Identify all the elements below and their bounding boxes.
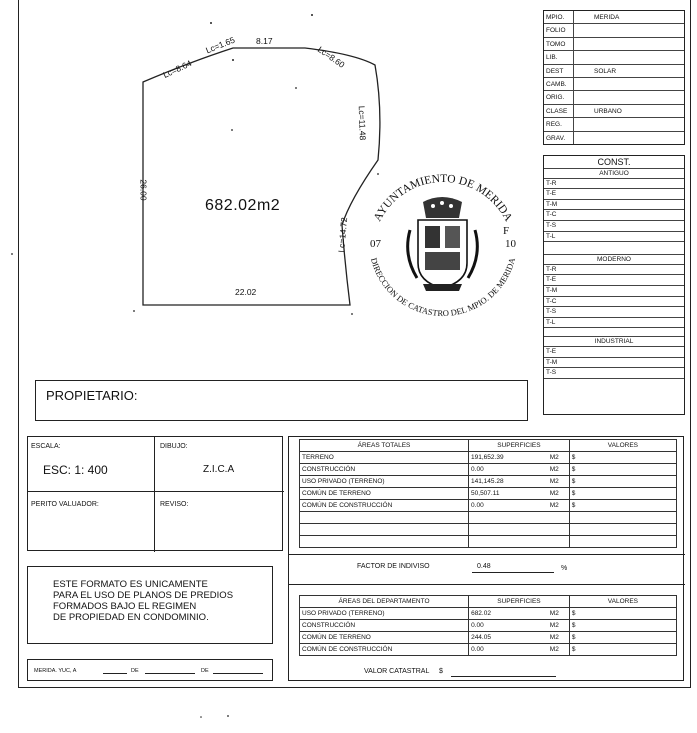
const-row [544,210,684,221]
area-surface [469,464,570,476]
table-header: SUPERFICIES [469,440,570,452]
area-value: $ [569,608,676,620]
area-surface [469,488,570,500]
dim-lc-860: Lc=8.60 [315,44,347,70]
date-box [27,659,273,681]
table-row [300,464,677,476]
const-row-label: T-E [546,190,557,198]
registry-row [544,91,684,104]
area-surface [469,644,570,656]
dim-2202: 22.02 [235,287,257,297]
const-section-name: MODERNO [597,256,631,264]
registry-box [543,10,685,145]
const-row-label: T-M [546,200,558,208]
registry-label: MPIO. [546,14,565,21]
const-title: CONST. [597,157,631,167]
surface-value: 191,652.39 [471,453,504,461]
dim-2600: 26.00 [138,179,149,201]
registry-row [544,118,684,131]
coat-of-arms-icon [408,197,478,291]
table-row [300,476,677,488]
date-de-2: DE [201,668,209,674]
const-row [544,275,684,286]
const-row-label: T-M [546,358,558,366]
surface-unit: M2 [549,633,559,641]
registry-row [544,51,684,64]
area-name: COMÚN DE TERRENO [300,632,469,644]
escala-label: ESCALA: [31,443,61,450]
const-row [544,318,684,329]
surface-value: 0.00 [471,645,484,653]
area-value: $ [569,464,676,476]
const-row [544,368,684,379]
surface-value: 682.02 [471,609,491,617]
dim-lc-864: Lc=8.64 [161,58,194,80]
areas-totales-table [299,439,677,548]
area-surface [469,632,570,644]
notice-box [27,566,273,644]
areas-box [288,436,684,681]
notice-line-2: PARA EL USO DE PLANOS DE PREDIOS [53,590,234,601]
area-name: CONSTRUCCIÓN [300,620,469,632]
dim-817: 8.17 [256,36,273,46]
const-box [543,155,685,415]
factor-value: 0.48 [477,563,491,570]
registry-value: URBANO [594,107,622,115]
area-value: $ [569,500,676,512]
reviso-label: REVISO: [160,501,189,508]
table-row [300,452,677,464]
dim-lc-1472: Lc=14.72 [336,217,350,253]
registry-row [544,24,684,37]
area-name: COMÚN DE CONSTRUCCIÓN [300,644,469,656]
registry-row [544,132,684,145]
const-row [544,221,684,232]
table-row-empty [300,536,677,548]
const-row-label: T-L [546,232,556,240]
const-row [544,265,684,276]
const-row-label: T-S [546,308,557,316]
registry-label: CLASE [546,107,568,115]
area-surface [469,500,570,512]
area-name: CONSTRUCCIÓN [300,464,469,476]
table-row [300,500,677,512]
const-row [544,189,684,200]
const-row-label: T-L [546,318,556,326]
const-row [544,347,684,358]
surface-unit: M2 [549,645,559,653]
const-row [544,297,684,308]
plot-boundary [143,48,380,305]
surface-value: 0.00 [471,501,484,509]
registry-label: GRAV. [546,134,566,142]
owner-label: PROPIETARIO: [46,388,138,403]
surface-unit: M2 [549,489,559,497]
escala-value: ESC: 1: 400 [43,463,108,477]
surface-value: 244.05 [471,633,491,641]
notice-line-3: FORMADOS BAJO EL REGIMEN [53,601,197,612]
const-row [544,286,684,297]
surface-unit: M2 [549,501,559,509]
area-name: USO PRIVADO (TERRENO) [300,476,469,488]
seal-right-num: 10 [505,238,516,250]
const-row-label: T-C [546,297,557,305]
registry-label: REG. [546,121,562,129]
areas-depto-table [299,595,677,656]
area-value: $ [569,452,676,464]
notice-line-4: DE PROPIEDAD EN CONDOMINIO. [53,612,209,623]
const-section-name: ANTIGUO [599,170,629,177]
seal-stamp [355,160,530,335]
table-header: VALORES [569,596,676,608]
perito-label: PERITO VALUADOR: [31,501,99,508]
const-row [544,179,684,190]
surface-unit: M2 [549,609,559,617]
registry-row [544,65,684,78]
table-header: ÁREAS TOTALES [300,440,469,452]
const-row-label: T-S [546,369,557,377]
surface-unit: M2 [549,465,559,473]
table-row [300,620,677,632]
registry-row [544,105,684,118]
info-box [27,436,283,551]
dibujo-label: DIBUJO: [160,443,188,450]
const-row [544,200,684,211]
table-row-empty [300,524,677,536]
seal-bottom-text: DIRECCION DE CATASTRO DEL MPIO. DE MERIDA [368,256,518,319]
surface-unit: M2 [549,477,559,485]
const-row-label: T-C [546,211,557,219]
registry-label: CAMB. [546,81,567,88]
table-header: ÁREAS DEL DEPARTAMENTO [300,596,469,608]
valor-catastral-currency: $ [439,668,443,675]
surface-unit: M2 [549,621,559,629]
area-name: COMÚN DE TERRENO [300,488,469,500]
surface-value: 0.00 [471,465,484,473]
const-row-label: T-R [546,265,557,273]
area-surface [469,452,570,464]
const-row-label: T-E [546,276,557,284]
factor-unit: % [561,565,568,572]
table-header: VALORES [569,440,676,452]
const-row-label: T-M [546,287,558,294]
table-row [300,644,677,656]
const-section-header [544,168,684,179]
surface-value: 50,507.11 [471,489,500,497]
const-section-name: INDUSTRIAL [594,338,634,346]
area-value: $ [569,644,676,656]
area-value: $ [569,620,676,632]
registry-row [544,38,684,51]
dim-lc-165: Lc=1.65 [204,34,237,56]
surface-unit: M2 [549,453,559,461]
table-row [300,488,677,500]
const-row-label: T-E [546,348,557,355]
plot-area-label: 682.02m2 [205,197,281,214]
area-value: $ [569,476,676,488]
const-row [544,307,684,318]
table-row [300,632,677,644]
const-section-header [544,254,684,265]
area-surface [469,608,570,620]
seal-right-letter: F [503,225,510,237]
registry-row [544,11,684,24]
area-value: $ [569,488,676,500]
registry-label: FOLIO [546,27,566,35]
registry-value: SOLAR [594,67,617,75]
seal-top-text: AYUNTAMIENTO DE MERIDA [371,172,515,224]
area-name: COMÚN DE CONSTRUCCIÓN [300,500,469,512]
valor-catastral-label: VALOR CATASTRAL [364,668,430,675]
const-row-label: T-S [546,222,557,229]
area-value: $ [569,632,676,644]
table-row-empty [300,512,677,524]
const-row-label: T-R [546,179,557,187]
const-row [544,358,684,369]
factor-label: FACTOR DE INDIVISO [357,563,430,570]
area-name: USO PRIVADO (TERRENO) [300,608,469,620]
surface-value: 0.00 [471,621,484,629]
area-name: TERRENO [300,452,469,464]
dibujo-value: Z.I.C.A [203,464,235,475]
owner-box [35,380,528,421]
const-row [544,232,684,243]
registry-label: DEST [546,67,564,75]
table-header: SUPERFICIES [469,596,570,608]
surface-value: 141,145.28 [471,477,504,485]
registry-row [544,78,684,91]
date-de-1: DE [131,668,139,674]
notice-line-1: ESTE FORMATO ES UNICAMENTE [53,579,208,590]
date-city: MERIDA. YUC, A [34,668,77,674]
registry-label: ORIG. [546,94,565,102]
registry-value: MERIDA [594,14,620,21]
area-surface [469,476,570,488]
table-row [300,608,677,620]
const-section-header [544,336,684,347]
seal-left-num: 07 [370,238,381,250]
area-surface [469,620,570,632]
dim-lc-1148: Lc=11.48 [356,105,368,141]
registry-label: TOMO [546,40,566,48]
registry-label: LIB. [546,54,558,62]
